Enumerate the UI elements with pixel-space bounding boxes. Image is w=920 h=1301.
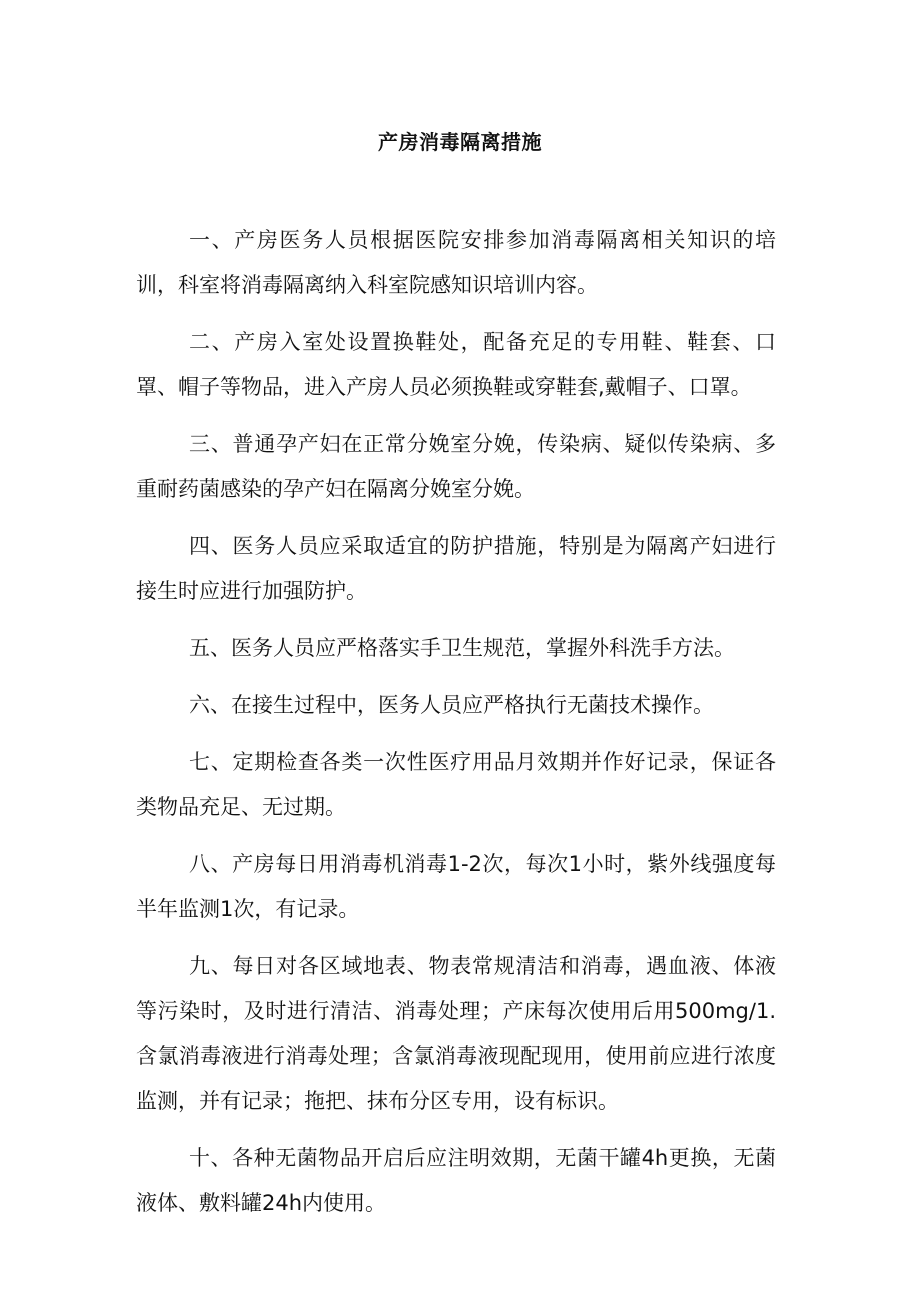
paragraph-10: 十、各种无菌物品开启后应注明效期，无菌干罐4h更换，无菌液体、敷料罐24h内使用。 <box>136 1146 776 1215</box>
paragraph-5: 五、医务人员应严格落实手卫生规范，掌握外科洗手方法。 <box>189 636 735 660</box>
paragraph-4: 四、医务人员应采取适宜的防护措施，特别是为隔离产妇进行接生时应进行加强防护。 <box>136 534 776 603</box>
document-title: 产房消毒隔离措施 <box>378 130 542 154</box>
paragraph-8: 八、产房每日用消毒机消毒1-2次，每次1小时，紫外线强度每半年监测1次，有记录。 <box>136 852 776 921</box>
paragraph-2: 二、产房入室处设置换鞋处，配备充足的专用鞋、鞋套、口罩、帽子等物品，进入产房人员必须换鞋或穿鞋套,戴帽子、口罩。 <box>136 330 776 399</box>
paragraph-1: 一、产房医务人员根据医院安排参加消毒隔离相关知识的培训，科室将消毒隔离纳入科室院感知识培训内容。 <box>136 228 776 297</box>
document-body <box>136 218 776 1238</box>
paragraph-7: 七、定期检查各类一次性医疗用品月效期并作好记录，保证各类物品充足、无过期。 <box>136 750 776 819</box>
paragraph-3: 三、普通孕产妇在正常分娩室分娩，传染病、疑似传染病、多重耐药菌感染的孕产妇在隔离分娩室分娩。 <box>136 432 776 501</box>
paragraph-6: 六、在接生过程中，医务人员应严格执行无菌技术操作。 <box>189 693 714 717</box>
paragraph-9: 九、每日对各区域地表、物表常规清洁和消毒，遇血液、体液等污染时，及时进行清洁、消毒处理；产床每次使用后用500mg∕1.含氯消毒液进行消毒处理；含氯消毒液现配现用，使用前应进行浓度监测，并有记录；拖把、抹布分区专用，设有标识。 <box>136 954 776 1113</box>
